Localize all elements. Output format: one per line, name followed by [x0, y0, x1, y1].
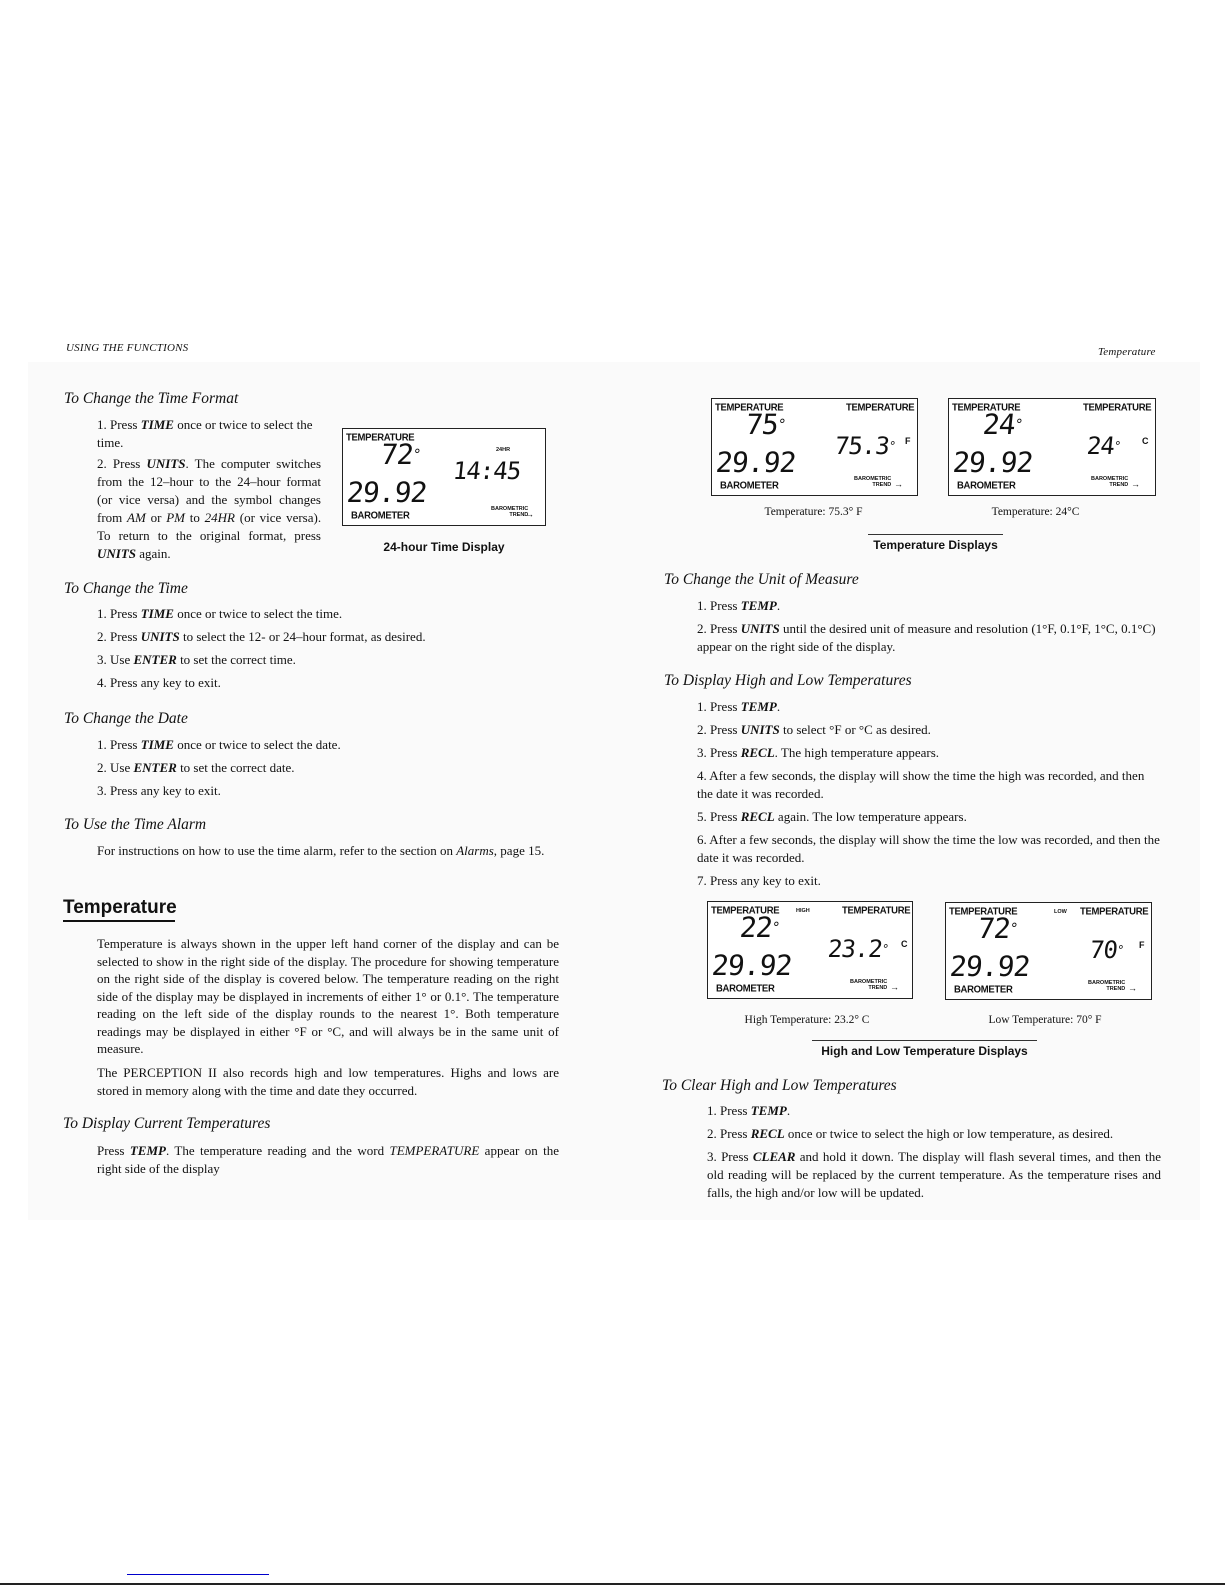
- list-item: 2. Press RECL once or twice to select the high or low temperature, as desired.: [707, 1126, 1114, 1141]
- list-item: 1. Press TEMP.: [707, 1103, 791, 1118]
- sub-caption-low-temp: Low Temperature: 70° F: [988, 1014, 1102, 1026]
- subhead-clear-high-low: To Clear High and Low Temperatures: [662, 1077, 897, 1094]
- lcd-high-temp-display: TEMPERATURE HIGH TEMPERATURE 22° 29.92 BAROMETER 23.2° C BAROMETRIC TREND →: [707, 901, 913, 999]
- figure-caption-24hr: 24-hour Time Display: [383, 540, 505, 554]
- list-item: 1. Press TEMP.: [697, 598, 781, 613]
- list-item: 2. Press UNITS until the desired unit of measure and resolution (1°F, 0.1°F, 1°C, 0.1°C) appear on the right side of the display.: [697, 621, 1156, 654]
- list-item: 2. Press UNITS to select °F or °C as desired.: [697, 722, 931, 737]
- list-item: 4. Press any key to exit.: [97, 675, 221, 690]
- list-item: 5. Press RECL again. The low temperature appears.: [697, 809, 967, 824]
- lcd-barometer-value: 29.92: [345, 476, 429, 509]
- step-time-format-1: 1. Press TIME once or twice to select the time.: [97, 417, 313, 450]
- trend-arrow-icon: →: [894, 479, 903, 489]
- sub-caption-high-temp: High Temperature: 23.2° C: [744, 1014, 870, 1026]
- list-item: 2. Press UNITS to select the 12- or 24–hour format, as desired.: [97, 629, 426, 644]
- list-item: 3. Use ENTER to set the correct time.: [97, 652, 296, 667]
- list-change-date: [97, 736, 341, 800]
- subhead-high-low: To Display High and Low Temperatures: [664, 672, 912, 689]
- perception-paragraph: The PERCEPTION II also records high and low temperatures. Highs and lows are stored in memory along with the time and date they occurred.: [97, 1065, 559, 1098]
- alarms-reference: Alarms: [456, 843, 494, 858]
- list-item: 1. Press TIME once or twice to select the time.: [97, 606, 343, 621]
- trend-arrow-icon: →: [890, 982, 899, 992]
- subhead-change-date: To Change the Date: [64, 710, 188, 727]
- key-units: UNITS: [146, 456, 186, 471]
- list-item: 6. After a few seconds, the display will show the time the low was recorded, and then the date it was recorded.: [697, 832, 1160, 865]
- trend-arrow-icon: →: [1131, 479, 1140, 489]
- footer-link-underline[interactable]: [127, 1574, 269, 1575]
- list-clear-high-low: [707, 1102, 1161, 1202]
- section-title-temperature: Temperature: [63, 897, 175, 922]
- lcd-left-temp: 72°: [379, 438, 421, 471]
- list-item: 4. After a few seconds, the display will show the time the high was recorded, and then the date it was recorded.: [697, 768, 1145, 801]
- sub-caption-temp-c: Temperature: 24°C: [991, 506, 1080, 518]
- list-item: 2. Use ENTER to set the correct date.: [97, 760, 295, 775]
- list-item: 3. Press any key to exit.: [97, 783, 221, 798]
- list-change-time: [97, 605, 426, 692]
- sub-caption-temp-f: Temperature: 75.3° F: [764, 506, 863, 518]
- subhead-time-format: To Change the Time Format: [64, 390, 239, 407]
- high-indicator: HIGH: [796, 908, 810, 914]
- step-time-format-2: 2. Press UNITS. The computer switches from the 12–hour to the 24–hour format (or vice versa) and the symbol changes from AM or PM to 24HR (or vice versa). To return to the original format, press UNITS again.: [97, 456, 322, 561]
- key-units: UNITS: [97, 546, 137, 561]
- key-time: TIME: [140, 417, 174, 432]
- list-unit-measure: [697, 597, 1163, 656]
- list-item: 7. Press any key to exit.: [697, 873, 821, 888]
- subhead-time-alarm: To Use the Time Alarm: [64, 816, 207, 833]
- subhead-change-time: To Change the Time: [64, 580, 188, 597]
- lcd-temp-display-c: TEMPERATURE TEMPERATURE 24° 29.92 BAROMETER 24° C BAROMETRIC TREND →: [948, 398, 1156, 496]
- running-head-right: Temperature: [1098, 346, 1156, 358]
- list-item: 3. Press CLEAR and hold it down. The display will flash several times, and then the old reading will be replaced by the current temperature. As the temperature rises and falls, the high and/or low will be updated.: [707, 1149, 1162, 1200]
- lcd-time-value: 14:45: [451, 457, 522, 485]
- time-alarm-text: For instructions on how to use the time alarm, refer to the section on Alarms, page 15.: [97, 843, 545, 858]
- running-head-left: USING THE FUNCTIONS: [66, 342, 189, 354]
- list-item: 3. Press RECL. The high temperature appears.: [697, 745, 940, 760]
- trend-arrow-icon: →: [1128, 983, 1137, 993]
- subhead-unit-measure: To Change the Unit of Measure: [664, 571, 859, 588]
- subhead-current-temps: To Display Current Temperatures: [63, 1115, 271, 1132]
- list-high-low: [697, 698, 1163, 890]
- lcd-low-temp-display: TEMPERATURE LOW TEMPERATURE 72° 29.92 BAROMETER 70° F BAROMETRIC TREND →: [945, 902, 1152, 1000]
- figure-caption-high-low: High and Low Temperature Displays: [812, 1040, 1037, 1058]
- temperature-intro-paragraph: Temperature is always shown in the upper left hand corner of the display and can be selected to show in the right side of the display. The procedure for showing temperature on the right side of the display is covered below. The temperature reading on the right side of the display may be displayed in increments of either 1° or 0.1°. The temperature reading on the left side of the display rounds to the nearest 1°. Both temperature readings may be displayed in either °F or °C, and will always be in the same unit of measure.: [97, 936, 559, 1056]
- list-item: 1. Press TIME once or twice to select the date.: [97, 737, 341, 752]
- lcd-temp-display-f: TEMPERATURE TEMPERATURE 75° 29.92 BAROMETER 75.3° F BAROMETRIC TREND →: [711, 398, 918, 496]
- lcd-24-hour-display: TEMPERATURE 72° 29.92 BAROMETER 24HR 14:45 BAROMETRIC TREND →: [342, 428, 546, 526]
- list-item: 1. Press TEMP.: [697, 699, 781, 714]
- figure-caption-temp-displays: Temperature Displays: [868, 534, 1003, 552]
- trend-arrow-icon: →: [525, 509, 534, 519]
- low-indicator: LOW: [1054, 909, 1067, 915]
- current-temps-text: Press TEMP. The temperature reading and the word TEMPERATURE appear on the right side of the display: [97, 1143, 560, 1176]
